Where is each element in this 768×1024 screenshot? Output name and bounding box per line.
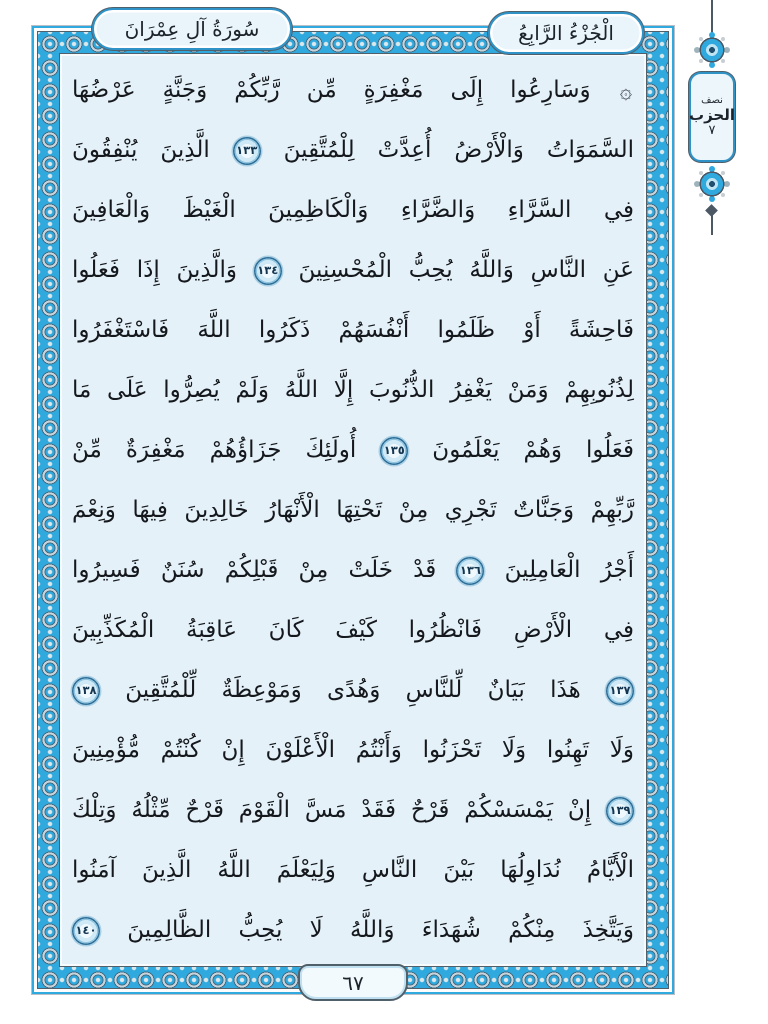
verse-number-medallion: ١٤٠ (72, 917, 100, 945)
quran-line: أَجْرُ الْعَامِلِينَ ١٣٦ قَدْ خَلَتْ مِنْ قَبْلِكُمْ سُنَنٌ فَسِيرُوا (72, 557, 635, 583)
juz-title-cartouche (488, 12, 644, 54)
hizb-number: ٧ (708, 122, 716, 138)
rosette-icon (692, 30, 732, 70)
verse-number-medallion: ١٣٦ (456, 557, 484, 585)
page-frame (38, 32, 668, 995)
quran-line: السَّمَوَاتُ وَالْأَرْضُ أُعِدَّتْ لِلْمُتَّقِينَ ١٣٣ الَّذِينَ يُنْفِقُونَ (72, 137, 635, 163)
verse-number-medallion: ١٣٣ (233, 137, 261, 165)
quran-line: عَنِ النَّاسِ وَاللَّهُ يُحِبُّ الْمُحْسِنِينَ ١٣٤ وَالَّذِينَ إِذَا فَعَلُوا (72, 257, 634, 283)
text-area (62, 56, 644, 964)
pendant-stem (711, 0, 713, 34)
verse-number-medallion: ١٣٩ (606, 797, 634, 825)
quran-line: ۞ وَسَارِعُوا إِلَى مَغْفِرَةٍ مِّن رَّبِّكُمْ وَجَنَّةٍ عَرْضُهَا (72, 77, 633, 103)
quran-line: وَلَا تَهِنُوا وَلَا تَحْزَنُوا وَأَنْتُمُ الْأَعْلَوْنَ إِنْ كُنْتُمْ مُّؤْمِنِينَ (72, 737, 634, 763)
verse-number-medallion: ١٣٨ (72, 677, 100, 705)
quran-lines (72, 60, 634, 960)
hizb-plaque (689, 72, 735, 162)
quran-line: ١٣٩ إِنْ يَمْسَسْكُمْ قَرْحٌ فَقَدْ مَسَّ الْقَوْمَ قَرْحٌ مِّثْلُهُ وَتِلْكَ (72, 780, 634, 840)
hizb-half-label: نصف (701, 95, 723, 107)
rosette-icon (692, 164, 732, 204)
quran-line: رَّبِّهِمْ وَجَنَّاتٌ تَجْرِي مِنْ تَحْتِهَا الْأَنْهَارُ خَالِدِينَ فِيهَا وَنِعْمَ (72, 497, 634, 523)
quran-line: فِي الْأَرْضِ فَانْظُرُوا كَيْفَ كَانَ عَاقِبَةُ الْمُكَذِّبِينَ (72, 617, 634, 643)
verse-number-medallion: ١٣٥ (380, 437, 408, 465)
quran-line: ١٣٧ هَذَا بَيَانٌ لِّلنَّاسِ وَهُدًى وَمَوْعِظَةٌ لِّلْمُتَّقِينَ ١٣٨ (72, 660, 634, 720)
hizb-pendant (686, 0, 738, 240)
surah-title-cartouche (92, 8, 292, 50)
page-number-tab (298, 964, 408, 1001)
surah-title: سُورَةُ آلِ عِمْرَانَ (124, 17, 260, 41)
quran-line: الْأَيَّامُ نُدَاوِلُهَا بَيْنَ النَّاسِ وَلِيَعْلَمَ اللَّهُ الَّذِينَ آمَنُوا (72, 857, 634, 883)
hizb-word-label: الحزب (689, 105, 735, 124)
verse-number-medallion: ١٣٧ (606, 677, 634, 705)
quran-line: فِي السَّرَّاءِ وَالضَّرَّاءِ وَالْكَاظِمِينَ الْغَيْظَ وَالْعَافِينَ (72, 197, 634, 223)
quran-line: لِذُنُوبِهِمْ وَمَنْ يَغْفِرُ الذُّنُوبَ إِلَّا اللَّهُ وَلَمْ يُصِرُّوا عَلَى مَا (72, 377, 634, 403)
rub-el-hizb-icon: ۞ (619, 78, 633, 103)
page-number: ٦٧ (342, 970, 364, 995)
pendant-tip-line (711, 215, 713, 235)
verse-number-medallion: ١٣٤ (254, 257, 282, 285)
quran-line: وَيَتَّخِذَ مِنْكُمْ شُهَدَاءَ وَاللَّهُ لَا يُحِبُّ الظَّالِمِينَ ١٤٠ (72, 900, 634, 960)
juz-title: الْجُزْءُ الرَّابِعُ (518, 21, 614, 45)
quran-line: فَاحِشَةً أَوْ ظَلَمُوا أَنْفُسَهُمْ ذَكَرُوا اللَّهَ فَاسْتَغْفَرُوا (72, 317, 634, 343)
quran-line: فَعَلُوا وَهُمْ يَعْلَمُونَ ١٣٥ أُولَئِكَ جَزَاؤُهُمْ مَغْفِرَةٌ مِّنْ (72, 437, 634, 463)
